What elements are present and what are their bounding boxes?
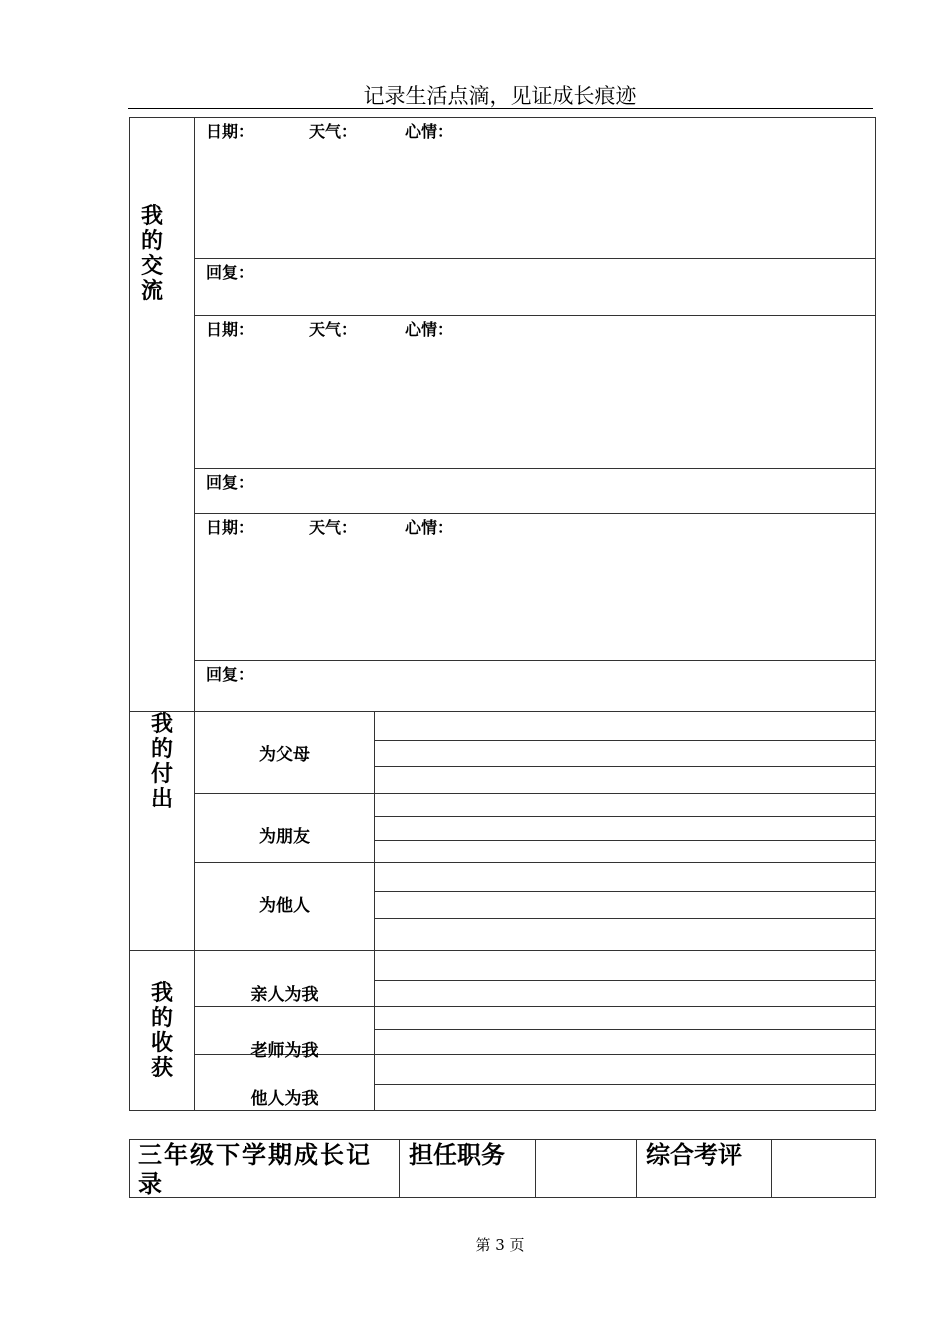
summary-border-right xyxy=(875,1139,876,1197)
group-divider xyxy=(194,862,876,863)
entry-line xyxy=(374,840,876,841)
entry-line xyxy=(374,1029,876,1030)
label-column-divider xyxy=(194,117,195,1110)
weather-label: 天气： xyxy=(309,122,358,141)
table-border-left xyxy=(129,117,130,1110)
position-label: 担任职务 xyxy=(409,1141,505,1169)
row-line xyxy=(194,468,876,469)
section-label-communication: 我的交流 xyxy=(140,204,163,304)
page-header-title: 记录生活点滴，见证成长痕迹 xyxy=(363,84,637,108)
summary-divider xyxy=(636,1139,637,1197)
entry-line xyxy=(374,816,876,817)
summary-border-top xyxy=(129,1139,876,1140)
mood-label: 心情： xyxy=(405,122,454,141)
entry-line xyxy=(374,891,876,892)
table-border-bottom xyxy=(129,1110,876,1111)
header-rule xyxy=(128,108,873,109)
summary-divider xyxy=(399,1139,400,1197)
giving-row-friends: 为朋友 xyxy=(259,827,310,847)
row-line xyxy=(194,660,876,661)
mood-label: 心情： xyxy=(405,518,454,537)
reply-label: 回复： xyxy=(206,263,255,282)
entry-line xyxy=(374,740,876,741)
inner-column-divider xyxy=(374,711,375,1110)
mood-label: 心情： xyxy=(405,320,454,339)
summary-border-left xyxy=(129,1139,130,1197)
gains-row-teachers: 老师为我 xyxy=(250,1041,319,1061)
reply-label: 回复： xyxy=(206,473,255,492)
table-border-top xyxy=(129,117,876,118)
section-divider-gains xyxy=(129,950,876,951)
row-line xyxy=(194,513,876,514)
group-divider xyxy=(194,793,876,794)
gains-row-others: 他人为我 xyxy=(250,1089,319,1109)
row-line xyxy=(194,258,876,259)
summary-title: 三年级下学期成长记录 xyxy=(138,1141,372,1198)
section-divider-giving xyxy=(129,711,876,712)
date-label: 日期： xyxy=(206,518,255,537)
group-divider xyxy=(194,1006,876,1007)
section-label-gains: 我的收获 xyxy=(150,981,173,1081)
date-label: 日期： xyxy=(206,320,255,339)
page-number: 第 3 页 xyxy=(475,1236,525,1254)
weather-label: 天气： xyxy=(309,320,358,339)
evaluation-label: 综合考评 xyxy=(646,1141,742,1169)
table-border-right xyxy=(875,117,876,1110)
weather-label: 天气： xyxy=(309,518,358,537)
entry-line xyxy=(374,1084,876,1085)
date-label: 日期： xyxy=(206,122,255,141)
section-label-giving: 我的付出 xyxy=(150,712,173,812)
giving-row-others: 为他人 xyxy=(259,896,310,916)
entry-line xyxy=(374,980,876,981)
entry-line xyxy=(374,766,876,767)
entry-line xyxy=(374,918,876,919)
gains-row-family: 亲人为我 xyxy=(250,985,319,1005)
row-line xyxy=(194,315,876,316)
summary-divider xyxy=(535,1139,536,1197)
reply-label: 回复： xyxy=(206,665,255,684)
giving-row-parents: 为父母 xyxy=(259,745,310,765)
summary-divider xyxy=(771,1139,772,1197)
